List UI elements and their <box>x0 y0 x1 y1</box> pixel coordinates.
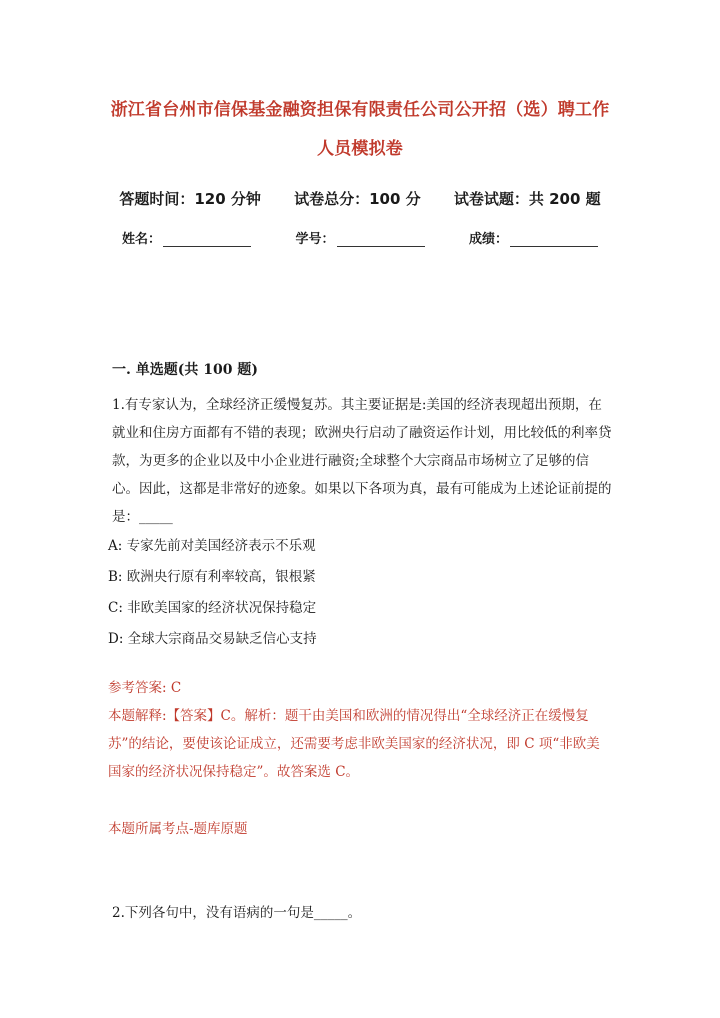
section-heading: 一. 单选题(共 100 题) <box>112 362 258 378</box>
option-c: C: 非欧美国家的经济状况保持稳定 <box>108 600 317 616</box>
option-d: D: 全球大宗商品交易缺乏信心支持 <box>108 631 317 647</box>
student-id-label: 学号： <box>295 232 335 247</box>
score-field <box>469 228 598 247</box>
student-info-row <box>0 228 720 247</box>
exam-meta-row <box>0 188 720 209</box>
question-1-explanation: 本题解释:【答案】C。解析：题干由美国和欧洲的情况得出“全球经济正在缓慢复苏”的结论，要使该论证成立，还需要考虑非欧美国家的经济状况，即 C 项“非欧美国家的经济状况保持稳定”。故答案选 C。 <box>108 708 600 780</box>
name-field <box>122 228 251 247</box>
exam-total-questions: 试卷试题：共 200 题 <box>453 190 601 208</box>
option-b: B: 欧洲央行原有利率较高，银根紧 <box>108 569 316 585</box>
score-label: 成绩： <box>469 232 509 247</box>
question-1-stem: 1.有专家认为，全球经济正缓慢复苏。其主要证据是:美国的经济表现超出预期，在就业和住房方面都有不错的表现；欧洲央行启动了融资运作计划，用比较低的利率贷款，为更多的企业以及中小企业进行融资;全球整个大宗商品市场树立了足够的信心。因此，这都是非常好的迹象。如果以下各项为真，最有可能成为上述论证前提的是：_____ <box>112 397 612 525</box>
document-title-line2: 人员模拟卷 <box>317 139 403 159</box>
exam-time: 答题时间：120 分钟 <box>119 190 261 208</box>
question-1-options <box>108 531 608 655</box>
document-title-line1: 浙江省台州市信保基金融资担保有限责任公司公开招（选）聘工作 <box>110 100 610 120</box>
student-id-blank <box>337 234 425 247</box>
question-2-stem: 2.下列各句中，没有语病的一句是_____。 <box>112 905 362 921</box>
score-blank <box>510 234 598 247</box>
name-label: 姓名： <box>121 232 161 247</box>
exam-total-score: 试卷总分：100 分 <box>294 190 421 208</box>
question-1-answer: 参考答案: C <box>108 680 182 696</box>
question-1-topic: 本题所属考点-题库原题 <box>108 821 248 837</box>
option-a: A: 专家先前对美国经济表示不乐观 <box>108 538 316 554</box>
name-blank <box>163 234 251 247</box>
student-id-field <box>295 228 424 247</box>
